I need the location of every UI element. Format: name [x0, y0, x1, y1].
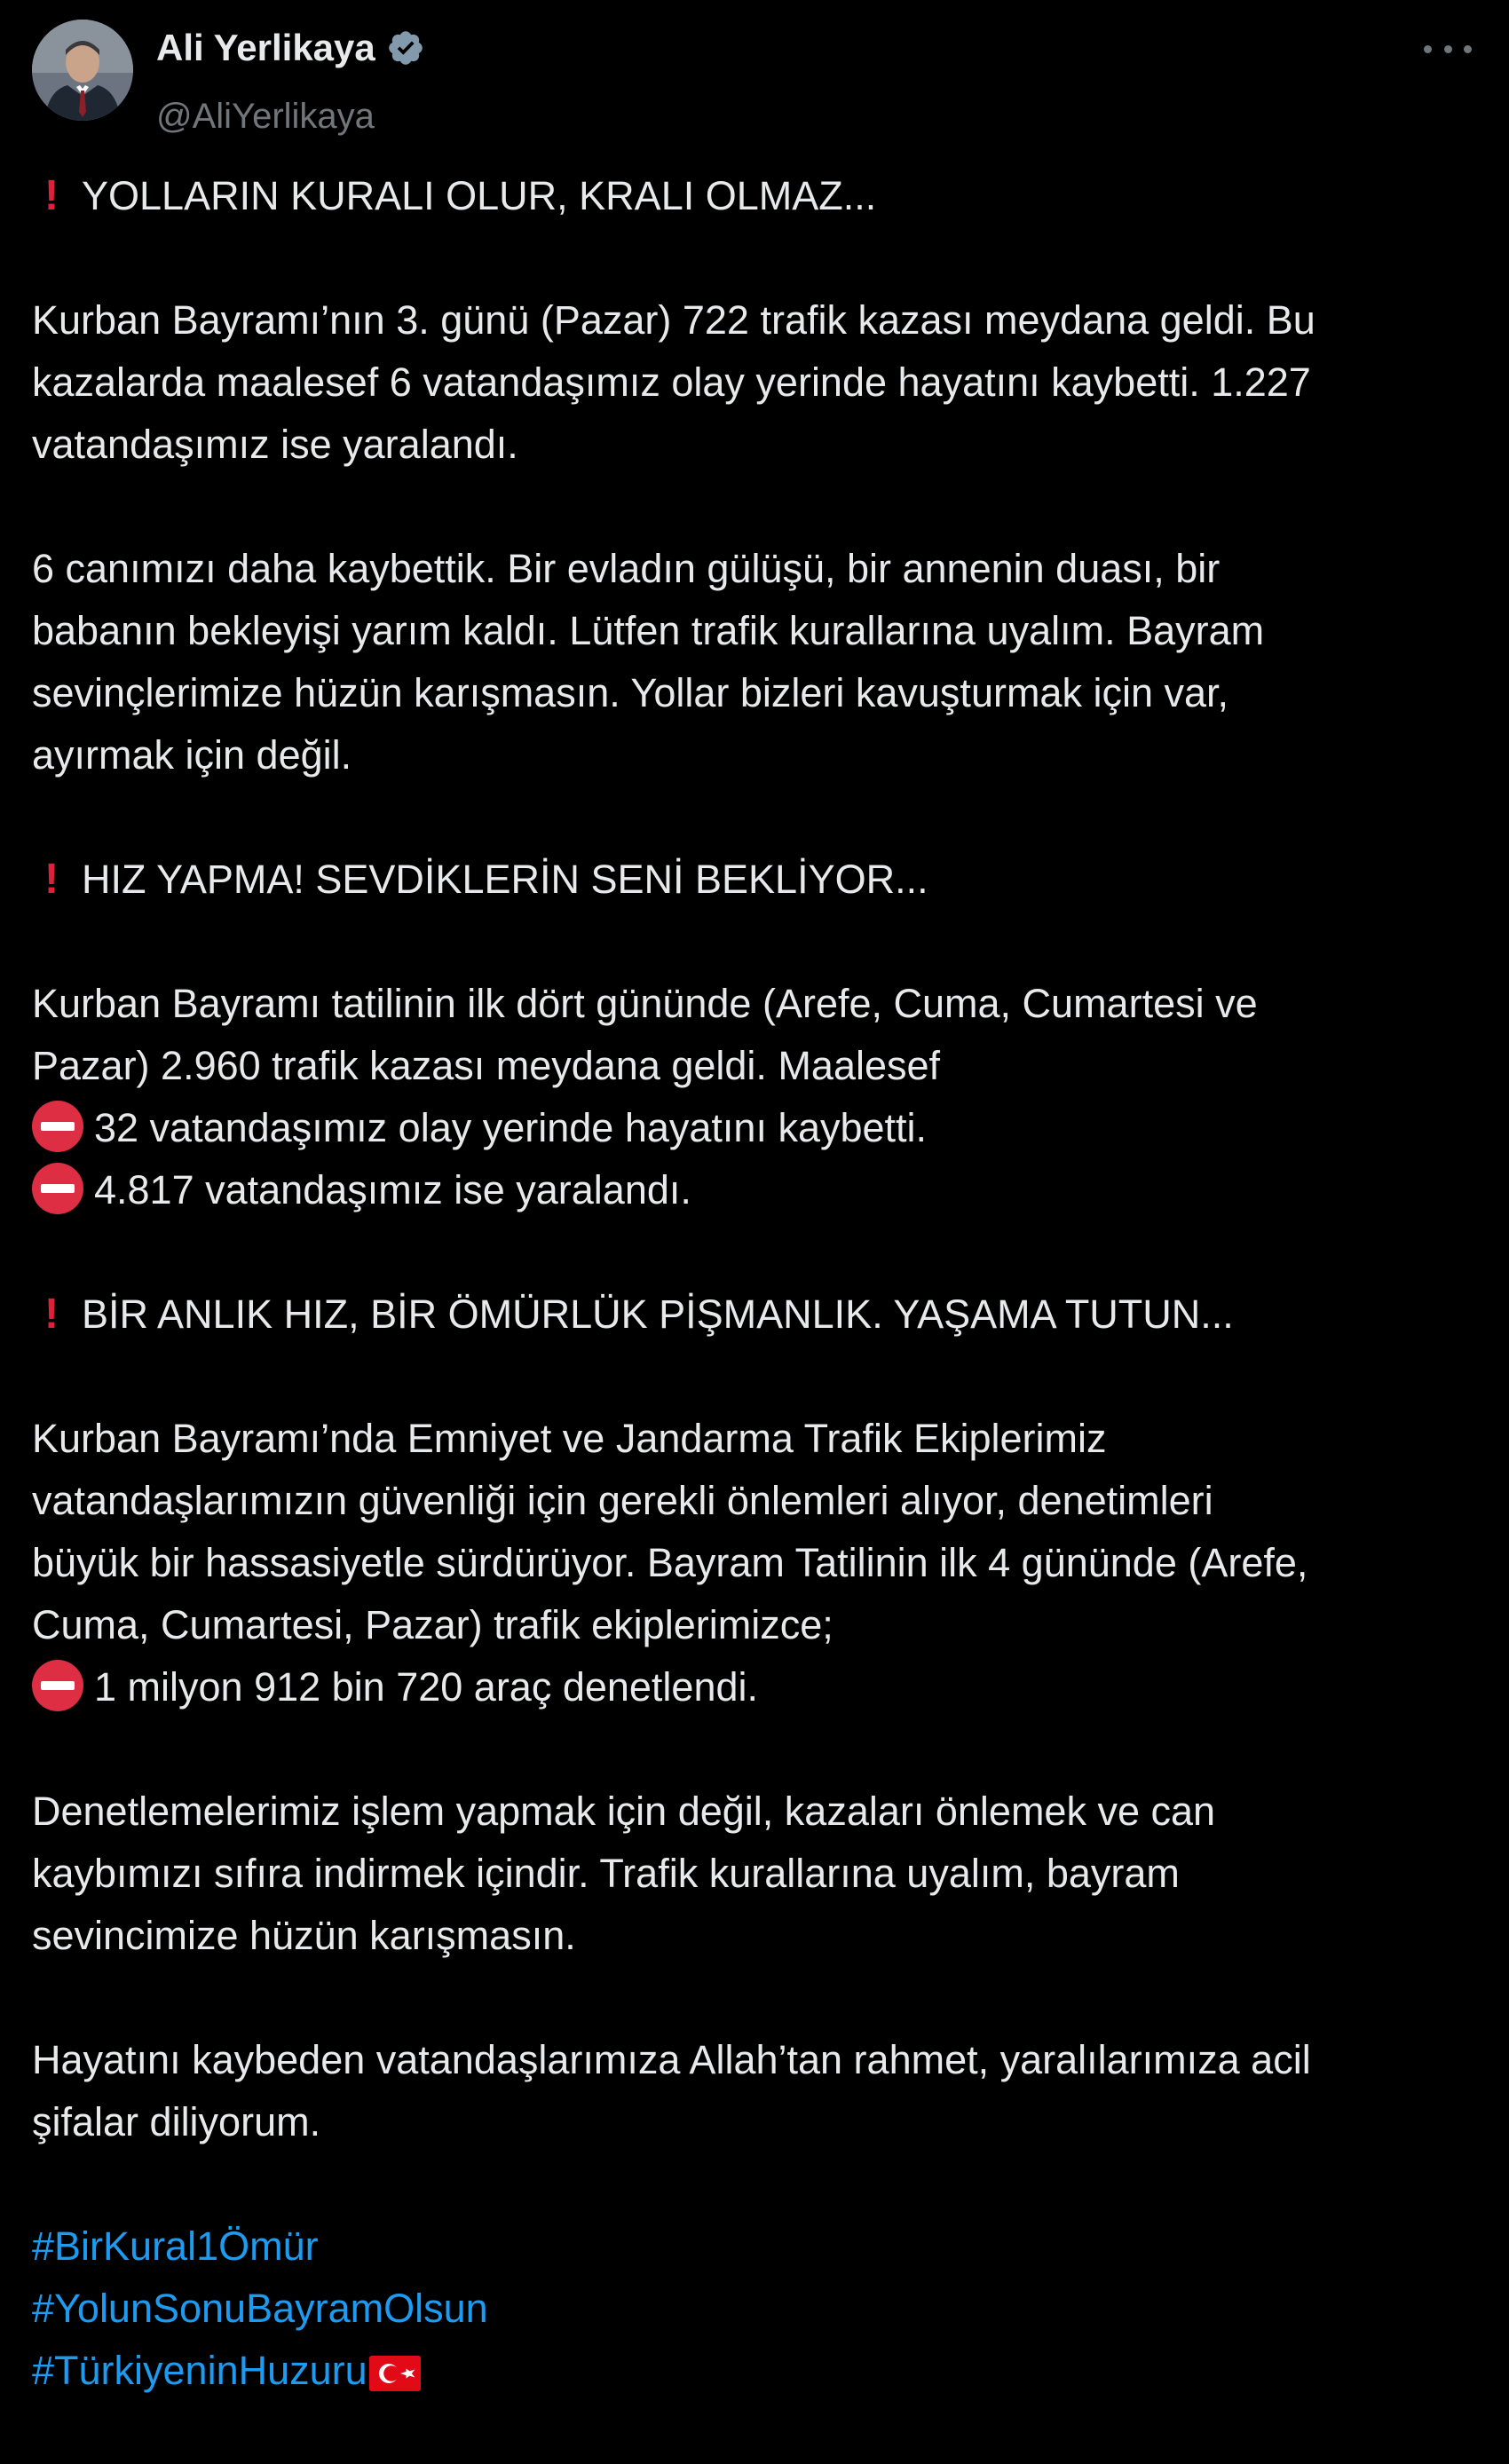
red-exclamation-icon: ! — [44, 172, 59, 219]
heading-1-text: YOLLARIN KURALI OLUR, KRALI OLMAZ... — [82, 173, 877, 218]
bullet-item — [32, 1097, 1488, 1159]
paragraph-3 — [32, 973, 1488, 1221]
more-options-icon[interactable] — [1424, 36, 1472, 62]
heading-2-text: HIZ YAPMA! SEVDİKLERİN SENİ BEKLİYOR... — [82, 857, 928, 902]
heading-1 — [32, 165, 1488, 227]
turkey-flag-icon — [369, 2356, 421, 2391]
paragraph-line: Hayatını kaybeden vatandaşlarımıza Allah’tan rahmet, yaralılarımıza acil — [32, 2037, 1311, 2082]
paragraph-line: sevinçlerimize hüzün karışmasın. Yollar bizleri kavuşturmak için var, — [32, 670, 1229, 715]
bullet-text: 1 milyon 912 bin 720 araç denetlendi. — [94, 1664, 759, 1710]
no-entry-icon — [32, 1660, 83, 1711]
paragraph-line: vatandaşlarımızın güvenliği için gerekli önlemleri alıyor, denetimleri — [32, 1478, 1213, 1523]
no-entry-icon — [32, 1101, 83, 1152]
heading-3-text: BİR ANLIK HIZ, BİR ÖMÜRLÜK PİŞMANLIK. YAŞAMA TUTUN... — [82, 1291, 1234, 1337]
no-entry-icon — [32, 1163, 83, 1214]
paragraph-line: Cuma, Cumartesi, Pazar) trafik ekiplerimizce; — [32, 1602, 834, 1647]
tweet-header — [32, 20, 1479, 136]
bullet-item — [32, 1656, 1488, 1718]
paragraph-line: kaybımızı sıfıra indirmek içindir. Trafik kurallarına uyalım, bayram — [32, 1851, 1180, 1896]
avatar-portrait-icon — [32, 20, 133, 121]
paragraph-line: babanın bekleyişi yarım kaldı. Lütfen trafik kurallarına uyalım. Bayram — [32, 608, 1265, 653]
bullet-item — [32, 1159, 1488, 1221]
paragraph-line: Pazar) 2.960 trafik kazası meydana geldi. Maalesef — [32, 1043, 941, 1088]
user-handle[interactable]: @AliYerlikaya — [156, 97, 375, 136]
hashtag-list — [32, 2215, 1488, 2402]
paragraph-line: büyük bir hassasiyetle sürdürüyor. Bayram Tatilinin ilk 4 gününde (Arefe, — [32, 1540, 1308, 1585]
paragraph-line: 6 canımızı daha kaybettik. Bir evladın gülüşü, bir annenin duası, bir — [32, 546, 1221, 591]
paragraph-4 — [32, 1408, 1488, 1718]
paragraph-5 — [32, 1781, 1488, 1967]
verified-badge-icon — [386, 28, 425, 67]
hashtag-link[interactable]: #BirKural1Ömür — [32, 2223, 319, 2269]
paragraph-line: sevincimize hüzün karışmasın. — [32, 1913, 576, 1958]
paragraph-line: şifalar diliyorum. — [32, 2099, 321, 2144]
paragraph-line: vatandaşımız ise yaralandı. — [32, 422, 518, 467]
avatar[interactable] — [32, 20, 133, 121]
red-exclamation-icon: ! — [44, 856, 59, 903]
name-row — [156, 23, 425, 73]
hashtag-link[interactable]: #YolunSonuBayramOlsun — [32, 2286, 488, 2331]
paragraph-6 — [32, 2029, 1488, 2153]
paragraph-2 — [32, 538, 1488, 786]
display-name[interactable]: Ali Yerlikaya — [156, 27, 375, 68]
paragraph-line: kazalarda maalesef 6 vatandaşımız olay yerinde hayatını kaybetti. 1.227 — [32, 359, 1311, 405]
paragraph-line: Kurban Bayramı tatilinin ilk dört gününde (Arefe, Cuma, Cumartesi ve — [32, 981, 1258, 1026]
paragraph-line: Kurban Bayramı’nda Emniyet ve Jandarma Trafik Ekiplerimiz — [32, 1416, 1107, 1461]
paragraph-line: Kurban Bayramı’nın 3. günü (Pazar) 722 trafik kazası meydana geldi. Bu — [32, 297, 1315, 343]
bullet-text: 4.817 vatandaşımız ise yaralandı. — [94, 1167, 691, 1212]
red-exclamation-icon: ! — [44, 1291, 59, 1338]
paragraph-1 — [32, 289, 1488, 476]
paragraph-line: Denetlemelerimiz işlem yapmak için değil, kazaları önlemek ve can — [32, 1789, 1216, 1834]
heading-3 — [32, 1283, 1488, 1346]
bullet-text: 32 vatandaşımız olay yerinde hayatını kaybetti. — [94, 1105, 928, 1150]
paragraph-line: ayırmak için değil. — [32, 732, 352, 778]
hashtag-link[interactable]: #TürkiyeninHuzuru — [32, 2348, 367, 2393]
tweet-text — [32, 165, 1488, 2464]
heading-2 — [32, 849, 1488, 911]
